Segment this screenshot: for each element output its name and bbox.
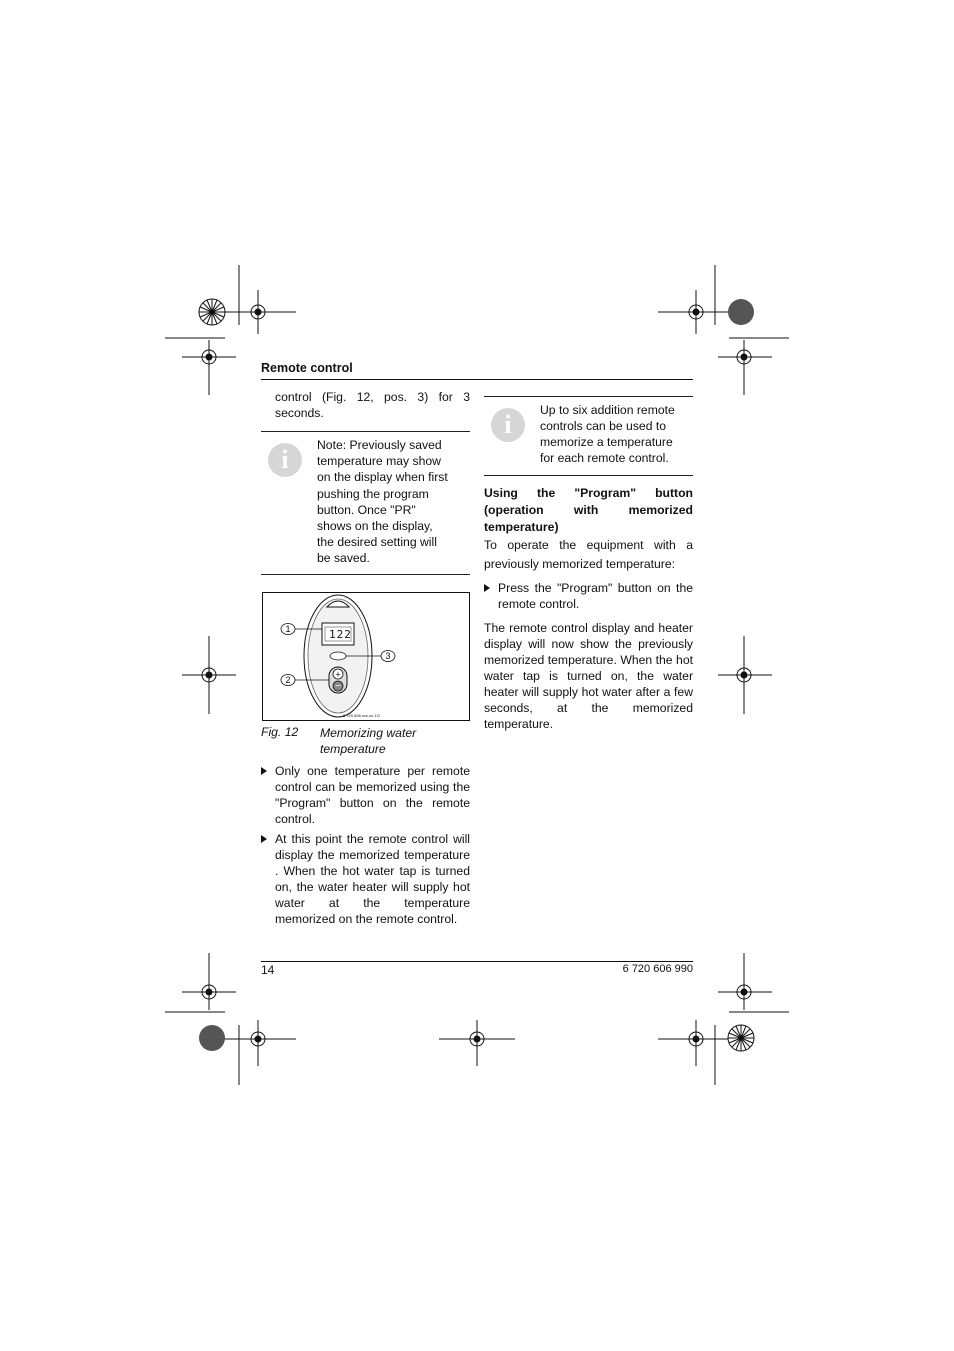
svg-text:+: + [335, 669, 341, 680]
right-note-text [540, 402, 692, 466]
bullet-item [484, 580, 693, 612]
remote-control-illustration [263, 593, 469, 720]
right-note-bottom-rule [484, 475, 693, 476]
document-number: 6 720 606 990 [622, 963, 693, 975]
note-line: Up to six addition remote [540, 403, 675, 417]
bullet-item [261, 831, 470, 927]
bullet-item [261, 763, 470, 827]
result-paragraph: The remote control display and heater display will now show the previously memorized temperature. When the hot water tap is turned on, the water heater will supply hot water after a few seconds, at the memorized temperature. [484, 621, 693, 731]
bullet-arrow-icon [261, 835, 267, 843]
note-line: pushing the program [317, 486, 429, 501]
figure-12 [262, 592, 470, 721]
section-title: Remote control [261, 361, 353, 375]
note-box-text [317, 437, 467, 567]
footer-rule [261, 961, 693, 962]
right-note-top-rule [484, 396, 693, 397]
note-line: be saved. [317, 551, 370, 566]
note-line: on the display when first [317, 470, 448, 485]
bullet-arrow-icon [261, 767, 267, 775]
section-heading: Using the "Program" button (operation with memorized temperature) [484, 486, 693, 534]
note-line: Note: Previously saved [317, 438, 442, 452]
note-line: button. Once "PR" [317, 502, 416, 517]
info-icon: i [268, 443, 302, 477]
note-line: shows on the display, [317, 519, 433, 534]
note-box-top-rule [261, 431, 470, 432]
figure-caption-number: Fig. 12 [261, 725, 299, 739]
bullet-text: At this point the remote control will display the memorized temperature . When the hot water tap is turned on, the water heater will supply hot water at the temperature memorized on the remote control. [275, 832, 470, 926]
caption-line: Memorizing water [320, 726, 417, 740]
display-readout: 122 [329, 628, 352, 641]
note-line: memorize a temperature [540, 435, 673, 449]
callout-1: 1 [285, 624, 291, 634]
note-line: temperature may show [317, 454, 441, 469]
page-number: 14 [261, 963, 275, 977]
svg-text:−: − [335, 681, 341, 692]
intro-paragraph: To operate the equipment with a previously memorized temperature: [484, 538, 693, 571]
figure-caption-text [320, 725, 416, 757]
bullet-text: Only one temperature per remote control can be memorized using the "Program" button on the remote control. [275, 764, 470, 826]
callout-2: 2 [285, 675, 291, 685]
header-rule [261, 379, 693, 380]
note-line: for each remote control. [540, 451, 669, 465]
bullet-arrow-icon [484, 584, 490, 592]
callout-3: 3 [385, 651, 391, 661]
continuation-text: control (Fig. 12, pos. 3) for 3 seconds. [275, 390, 470, 420]
note-line: controls can be used to [540, 419, 667, 433]
note-box-bottom-rule [261, 574, 470, 575]
bullet-text: Press the "Program" button on the remote control. [498, 581, 693, 611]
image-code: 6 720 606 xxx-xx.1O [343, 713, 380, 718]
caption-line: temperature [320, 742, 386, 756]
note-line: the desired setting will [317, 535, 437, 550]
info-icon: i [491, 408, 525, 442]
